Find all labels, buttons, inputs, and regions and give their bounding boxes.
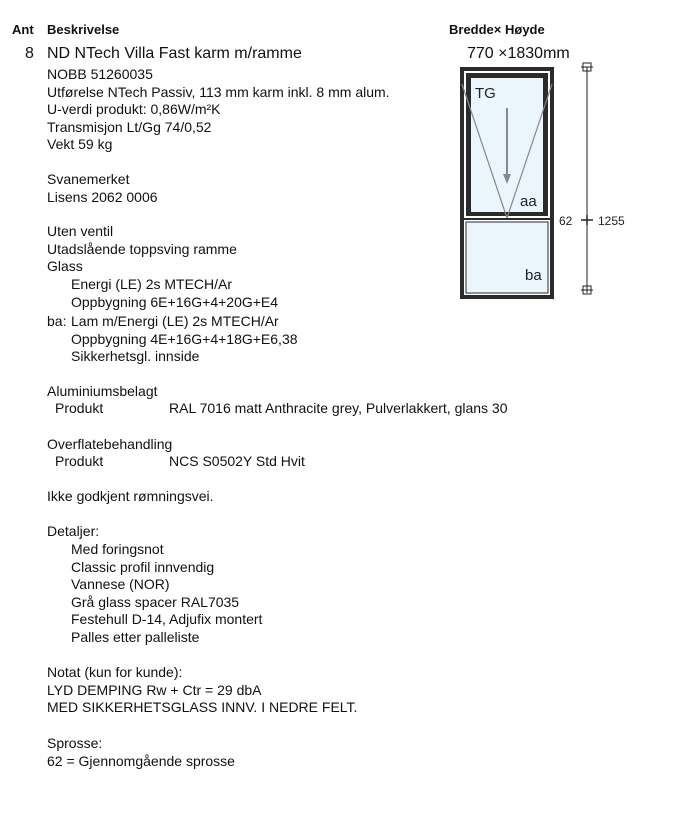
sprosse-title: Sprosse: bbox=[47, 735, 103, 751]
item-size: 770 ×1830mm bbox=[467, 45, 570, 62]
note-line: MED SIKKERHETSGLASS INNV. I NEDRE FELT. bbox=[47, 699, 358, 715]
eco-license: Lisens 2062 0006 bbox=[47, 188, 158, 205]
details-item: Classic profil innvendig bbox=[71, 558, 215, 575]
glass-bottom-energy: Lam m/Energi (LE) 2s MTECH/Ar bbox=[71, 313, 279, 329]
label-ba: ba bbox=[525, 267, 542, 284]
aluminium-value: RAL 7016 matt Anthracite grey, Pulverlakkert, glans 30 bbox=[169, 400, 508, 416]
spec-u-value: U-verdi produkt: 0,86W/m²K bbox=[47, 101, 221, 117]
details-item: Vannese (NOR) bbox=[71, 576, 170, 592]
note-title: Notat (kun for kunde): bbox=[47, 664, 183, 680]
sprosse-block bbox=[47, 735, 235, 770]
escape-note: Ikke godkjent rømningsvei. bbox=[47, 488, 214, 504]
spec-weight: Vekt 59 kg bbox=[47, 136, 113, 152]
config-lines bbox=[47, 223, 237, 276]
spec-transmission: Transmisjon Lt/Gg 74/0,52 bbox=[47, 118, 212, 135]
dimension-right-value: 1255 bbox=[598, 214, 625, 228]
label-aa: aa bbox=[520, 193, 537, 210]
details-item: Med foringsnot bbox=[71, 541, 164, 557]
header-beskrivelse: Beskrivelse bbox=[47, 22, 120, 37]
note-block bbox=[47, 664, 357, 717]
details-item: Palles etter palleliste bbox=[71, 628, 200, 645]
glass-bottom-prefix: ba: bbox=[47, 313, 67, 329]
dimension-left-value: 62 bbox=[559, 214, 573, 228]
details-item: Grå glass spacer RAL7035 bbox=[71, 593, 240, 610]
glass-bottom-lines bbox=[71, 313, 298, 366]
glass-bottom-safety: Sikkerhetsgl. innside bbox=[71, 348, 200, 364]
surface-value: NCS S0502Y Std Hvit bbox=[169, 453, 305, 469]
spec-execution: Utførelse NTech Passiv, 113 mm karm inkl. 8 mm alum. bbox=[47, 83, 390, 100]
item-quantity: 8 bbox=[25, 45, 34, 62]
glass-top-lines bbox=[71, 276, 278, 311]
eco-lines bbox=[47, 171, 158, 206]
config-glass: Glass bbox=[47, 258, 83, 274]
window-drawing bbox=[455, 60, 640, 300]
glass-top-energy: Energi (LE) 2s MTECH/Ar bbox=[71, 276, 233, 292]
aluminium-label: Produkt bbox=[55, 400, 104, 416]
spec-lines bbox=[47, 66, 390, 154]
aluminium-title: Aluminiumsbelagt bbox=[47, 383, 158, 399]
note-line: LYD DEMPING Rw + Ctr = 29 dbA bbox=[47, 681, 262, 698]
details-title: Detaljer: bbox=[47, 523, 100, 539]
glass-top-build: Oppbygning 6E+16G+4+20G+E4 bbox=[71, 293, 279, 310]
surface-label: Produkt bbox=[55, 453, 104, 469]
details-item: Festehull D-14, Adjufix montert bbox=[71, 611, 263, 627]
config-vent: Uten ventil bbox=[47, 223, 114, 239]
sprosse-line: 62 = Gjennomgående sprosse bbox=[47, 752, 235, 769]
item-title: ND NTech Villa Fast karm m/ramme bbox=[47, 45, 302, 62]
eco-label: Svanemerket bbox=[47, 171, 130, 187]
header-ant: Ant bbox=[12, 22, 34, 37]
glass-bottom-build: Oppbygning 4E+16G+4+18G+E6,38 bbox=[71, 330, 298, 347]
spec-nobb: NOBB 51260035 bbox=[47, 66, 153, 82]
header-dimensions: Bredde× Høyde bbox=[449, 22, 545, 37]
config-swing: Utadslående toppsving ramme bbox=[47, 240, 237, 257]
details-list bbox=[71, 541, 262, 646]
label-tg: TG bbox=[475, 85, 496, 102]
surface-title: Overflatebehandling bbox=[47, 436, 173, 452]
